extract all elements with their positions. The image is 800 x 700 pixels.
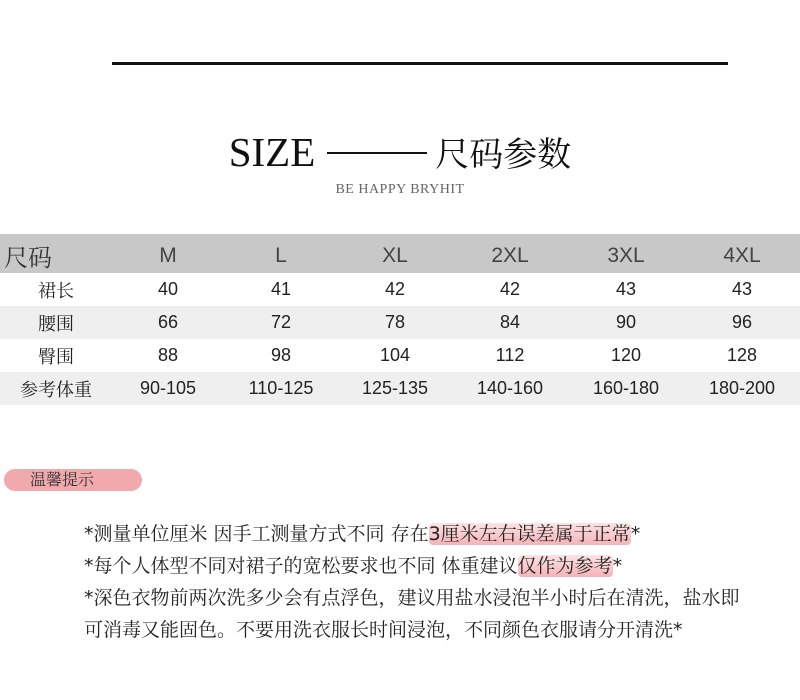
table-cell: 40 <box>157 279 179 299</box>
note-washing: *深色衣物前两次洗多少会有点浮色，建议用盐水浸泡半小时后在清洗，盐水即可消毒又能固色。不要用洗衣服长时间浸泡，不同颜色衣服请分开清洗* <box>84 587 740 641</box>
table-cell: 43 <box>615 279 637 299</box>
table-header-row <box>0 234 800 273</box>
note-text: * <box>612 555 623 577</box>
header-cell: 2XL <box>491 243 529 267</box>
header-cell: XL <box>382 243 408 267</box>
table-cell: 43 <box>731 279 753 299</box>
table-cell: 90-105 <box>139 378 197 398</box>
table-cell: 96 <box>731 312 753 332</box>
size-table <box>0 234 800 405</box>
table-cell: 72 <box>270 312 292 332</box>
title-dash <box>327 152 427 154</box>
table-row <box>0 372 800 405</box>
title-cn: 尺码参数 <box>435 135 572 175</box>
note-highlight: 3厘米左右误差属于正常 <box>428 523 631 545</box>
table-cell: 88 <box>157 345 179 365</box>
table-cell: 66 <box>157 312 179 332</box>
tips-badge: 温馨提示 <box>4 469 142 491</box>
table-cell: 78 <box>384 312 406 332</box>
table-cell: 98 <box>270 345 292 365</box>
row-label: 裙长 <box>38 280 74 301</box>
table-cell: 180-200 <box>708 378 776 398</box>
table-cell: 42 <box>384 279 406 299</box>
table-cell: 104 <box>379 345 411 365</box>
table-row <box>0 273 800 306</box>
table-cell: 42 <box>499 279 521 299</box>
notes <box>84 518 774 646</box>
note-weight <box>84 550 774 582</box>
title-en: SIZE <box>228 129 316 175</box>
table-cell: 125-135 <box>361 378 429 398</box>
table-cell: 112 <box>495 345 525 365</box>
header-cell: 尺码 <box>4 244 52 272</box>
row-label: 臀围 <box>38 346 74 367</box>
table-row <box>0 339 800 372</box>
note-highlight: 仅作为参考 <box>517 555 613 577</box>
table-cell: 128 <box>726 345 758 365</box>
row-label: 腰围 <box>38 313 74 334</box>
header-cell: 4XL <box>723 243 761 267</box>
header-cell: L <box>275 243 287 267</box>
table-cell: 120 <box>610 345 642 365</box>
page-subtitle: BE HAPPY BRYHIT <box>335 182 465 197</box>
table-cell: 41 <box>270 279 292 299</box>
row-label: 参考体重 <box>20 379 92 400</box>
note-measurement <box>84 518 774 550</box>
table-row <box>0 306 800 339</box>
top-divider <box>112 62 728 65</box>
note-text: * <box>630 523 641 545</box>
header-cell: 3XL <box>607 243 645 267</box>
table-cell: 110-125 <box>248 378 314 398</box>
table-cell: 84 <box>499 312 521 332</box>
table-cell: 160-180 <box>592 378 660 398</box>
note-text: *每个人体型不同对裙子的宽松要求也不同 体重建议 <box>84 555 518 577</box>
table-cell: 90 <box>615 312 637 332</box>
table-cell: 140-160 <box>476 378 544 398</box>
header-cell: M <box>159 243 177 267</box>
page-title <box>0 128 800 179</box>
note-text: *测量单位厘米 因手工测量方式不同 存在 <box>84 523 429 545</box>
